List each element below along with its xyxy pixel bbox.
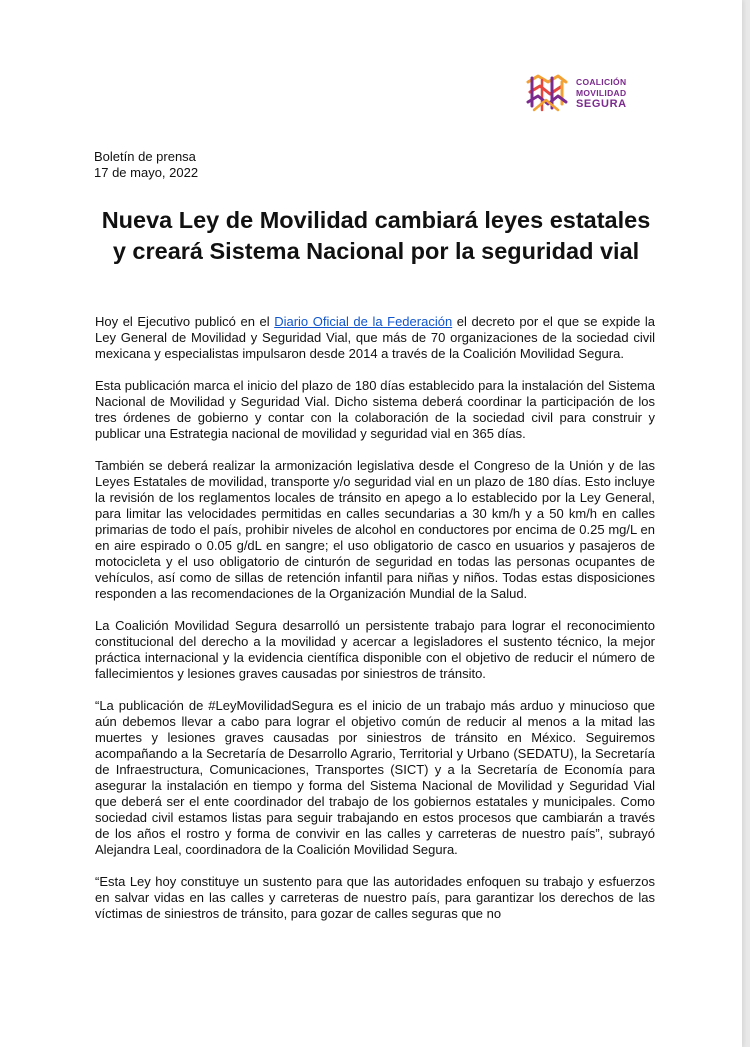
coalition-logo <box>524 72 627 114</box>
dof-link[interactable]: Diario Oficial de la Federación <box>274 314 453 329</box>
page-title: Nueva Ley de Movilidad cambiará leyes estatales y creará Sistema Nacional por la seguridad vial <box>101 207 651 264</box>
article-body <box>95 314 655 938</box>
paragraph-5: “La publicación de #LeyMovilidadSegura es el inicio de un trabajo más arduo y minucioso que aún debemos llevar a cabo para lograr el objetivo común de reducir al menos a la mitad las muertes y lesiones graves causadas por siniestros de tránsito en México. Seguiremos acompañando a la Secretaría de Desarrollo Agrario, Territorial y Urbano (SEDATU), la Secretaría de Infraestructura, Comunicaciones, Transportes (SICT) y a la Secretaría de Economía para asegurar la instalación en tiempo y forma del Sistema Nacional de Movilidad y Seguridad Vial que deberá ser el ente coordinador del trabajo de los gobiernos estatales y municipales. Como sociedad civil estamos listas para seguir trabajando en estos procesos que cambiarán a través de los años el rostro y forma de convivir en las calles y carreteras de nuestro país”, subrayó Alejandra Leal, coordinadora de la Coalición Movilidad Segura. <box>95 698 655 857</box>
logo-line-1: COALICIÓN <box>576 76 627 87</box>
paragraph-1 <box>95 314 655 362</box>
logo-line-3: SEGURA <box>576 97 627 110</box>
paragraph-1-rest: el decreto por el que se expide la Ley General de Movilidad y Seguridad Vial, que más de 70 organizaciones de la sociedad civil mexicana y especialistas impulsaron desde 2014 a través de la Coalición Movilidad Segura. <box>95 314 655 361</box>
logo-line-2: MOVILIDAD <box>576 87 627 98</box>
paragraph-1-lead: Hoy el Ejecutivo publicó en el <box>95 314 275 329</box>
coalition-logo-icon <box>524 72 570 114</box>
bulletin-type: Boletín de prensa <box>94 149 196 164</box>
coalition-logo-text <box>576 77 627 110</box>
paragraph-6: “Esta Ley hoy constituye un sustento para que las autoridades enfoquen su trabajo y esfuerzos en salvar vidas en las calles y carreteras de nuestro país, para garantizar los derechos de las víctimas de siniestros de tránsito, para gozar de calles seguras que no <box>95 874 655 921</box>
paragraph-3: También se deberá realizar la armonización legislativa desde el Congreso de la Unión y de las Leyes Estatales de movilidad, transporte y/o seguridad vial en un plazo de 180 días. Esto incluye la revisión de los reglamentos locales de tránsito en apego a lo establecido por la Ley General, para limitar las velocidades permitidas en calles secundarias a 30 km/h y a 50 km/h en calles primarias de todo el país, prohibir niveles de alcohol en conductores por encima de 0.25 mg/L en en aire espirado o 0.05 g/dL en sangre; el uso obligatorio de casco en usuarios y pasajeros de motocicleta y el uso obligatorio de cinturón de seguridad en todas las personas ocupantes de vehículos, así como de sillas de retención infantil para niñas y niños. Todas estas disposiciones responden a las recomendaciones de la Organización Mundial de la Salud. <box>95 458 655 601</box>
bulletin-date: 17 de mayo, 2022 <box>94 165 199 180</box>
paragraph-2: Esta publicación marca el inicio del plazo de 180 días establecido para la instalación del Sistema Nacional de Movilidad y Seguridad Vial. Dicho sistema deberá coordinar la participación de los tres órdenes de gobierno y contar con la colaboración de la sociedad civil para construir y publicar una Estrategia nacional de movilidad y seguridad vial en 365 días. <box>95 378 655 441</box>
paragraph-4: La Coalición Movilidad Segura desarrolló un persistente trabajo para lograr el reconocimiento constitucional del derecho a la movilidad y acercar a legisladores el sustento técnico, la mejor práctica internacional y la evidencia científica disponible con el objetivo de reducir el número de fallecimientos y lesiones graves causadas por siniestros de tránsito. <box>95 618 655 681</box>
bulletin-meta <box>94 149 198 181</box>
